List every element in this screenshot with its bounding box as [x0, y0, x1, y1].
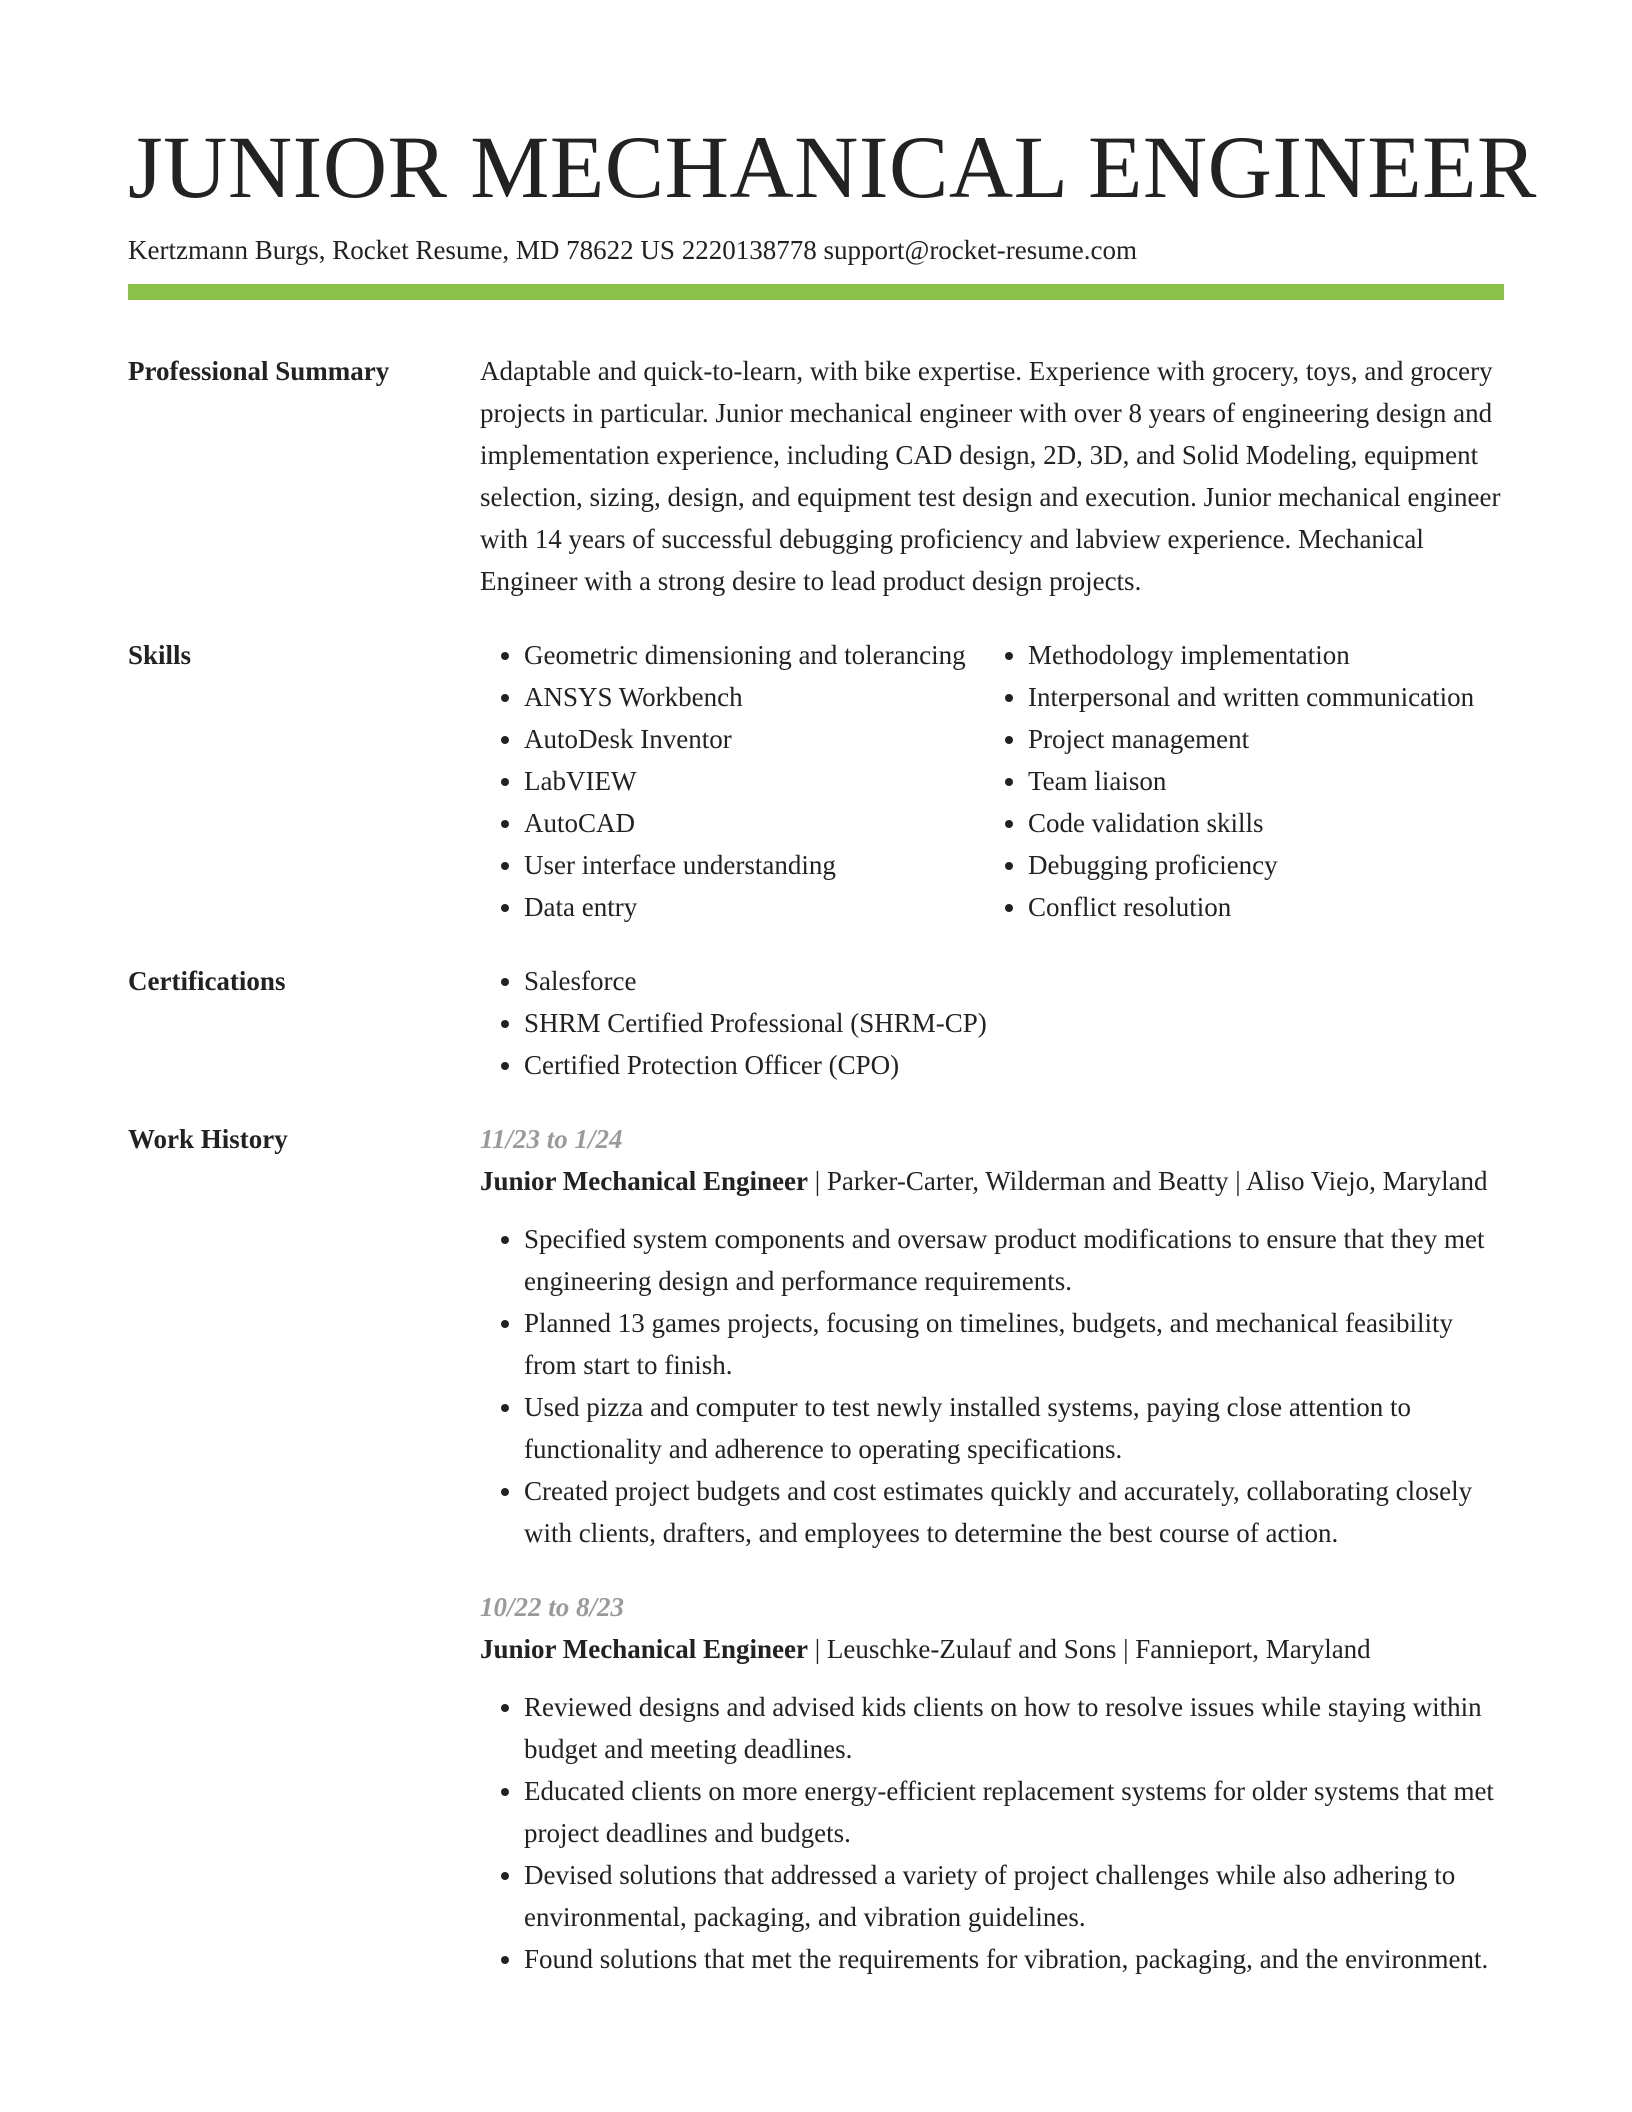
skill-item: • LabVIEW — [524, 760, 984, 802]
job-bullets — [480, 1686, 1504, 1980]
skill-item: • AutoDesk Inventor — [524, 718, 984, 760]
skill-item: • AutoCAD — [524, 802, 984, 844]
summary-text: Adaptable and quick-to-learn, with bike expertise. Experience with grocery, toys, and grocery projects in particular. Junior mechanical engineer with over 8 years of engineering design and implementation experience, including CAD design, 2D, 3D, and Solid Modeling, equipment selection, sizing, design, and equipment test design and execution. Junior mechanical engineer with 14 years of successful debugging proficiency and labview experience. Mechanical Engineer with a strong desire to lead product design projects. — [480, 356, 1501, 596]
skill-item: • User interface understanding — [524, 844, 984, 886]
job-bullets — [480, 1218, 1504, 1554]
work-history-body — [480, 1118, 1504, 2012]
contact-email: support@rocket-resume.com — [823, 235, 1137, 265]
work-history-heading: Work History — [128, 1124, 288, 1154]
skills-body — [480, 634, 1504, 928]
job-title: Junior Mechanical Engineer — [480, 1166, 808, 1196]
job-header — [480, 1628, 1504, 1670]
certifications-list — [480, 960, 1504, 1086]
skill-item: • Methodology implementation — [1028, 634, 1504, 676]
skill-item: • Geometric dimensioning and tolerancing — [524, 634, 984, 676]
job-bullet: • Created project budgets and cost estimates quickly and accurately, collaborating closely with clients, drafters, and employees to determine the best course of action. — [524, 1470, 1504, 1554]
skill-item: • Interpersonal and written communication — [1028, 676, 1504, 718]
summary-heading: Professional Summary — [128, 356, 390, 386]
certifications-heading: Certifications — [128, 966, 286, 996]
skill-item: • Debugging proficiency — [1028, 844, 1504, 886]
certifications-body — [480, 960, 1504, 1086]
skill-item: • Data entry — [524, 886, 984, 928]
work-history-section — [128, 1118, 1504, 2012]
contact-line — [128, 232, 1504, 268]
skills-heading: Skills — [128, 640, 192, 670]
job-title: Junior Mechanical Engineer — [480, 1634, 808, 1664]
job-dates: 11/23 to 1/24 — [480, 1124, 623, 1154]
job-entry — [480, 1586, 1504, 1980]
contact-phone: 2220138778 — [681, 235, 817, 265]
certifications-section — [128, 960, 1504, 1086]
job-bullet: • Used pizza and computer to test newly installed systems, paying close attention to functionality and adherence to operating specifications. — [524, 1386, 1504, 1470]
summary-section — [128, 350, 1504, 602]
job-header — [480, 1160, 1504, 1202]
certification-item: • Certified Protection Officer (CPO) — [524, 1044, 1504, 1086]
skill-item: • Project management — [1028, 718, 1504, 760]
certification-item: • SHRM Certified Professional (SHRM-CP) — [524, 1002, 1504, 1044]
page-title: JUNIOR MECHANICAL ENGINEER — [128, 119, 1537, 217]
job-dates: 10/22 to 8/23 — [480, 1592, 625, 1622]
skill-item: • Team liaison — [1028, 760, 1504, 802]
job-entry — [480, 1118, 1504, 1554]
job-employer: | Leuschke-Zulauf and Sons | Fannieport, Maryland — [808, 1634, 1371, 1664]
skill-item: • ANSYS Workbench — [524, 676, 984, 718]
skills-grid — [480, 634, 1504, 928]
job-bullet: • Devised solutions that addressed a variety of project challenges while also adhering to environmental, packaging, and vibration guidelines. — [524, 1854, 1504, 1938]
header-divider — [128, 284, 1504, 300]
contact-address: Kertzmann Burgs, Rocket Resume, MD 78622 US — [128, 235, 675, 265]
summary-body — [480, 350, 1504, 602]
skill-item: • Code validation skills — [1028, 802, 1504, 844]
job-employer: | Parker-Carter, Wilderman and Beatty | Aliso Viejo, Maryland — [808, 1166, 1488, 1196]
job-bullet: • Found solutions that met the requirements for vibration, packaging, and the environment. — [524, 1938, 1504, 1980]
job-bullet: • Educated clients on more energy-efficient replacement systems for older systems that met project deadlines and budgets. — [524, 1770, 1504, 1854]
skill-item: • Conflict resolution — [1028, 886, 1504, 928]
skills-list-right — [984, 634, 1504, 928]
skills-list-left — [480, 634, 984, 928]
certification-item: • Salesforce — [524, 960, 1504, 1002]
job-bullet: • Planned 13 games projects, focusing on timelines, budgets, and mechanical feasibility from start to finish. — [524, 1302, 1504, 1386]
job-bullet: • Specified system components and oversaw product modifications to ensure that they met engineering design and performance requirements. — [524, 1218, 1504, 1302]
job-bullet: • Reviewed designs and advised kids clients on how to resolve issues while staying within budget and meeting deadlines. — [524, 1686, 1504, 1770]
skills-section — [128, 634, 1504, 928]
